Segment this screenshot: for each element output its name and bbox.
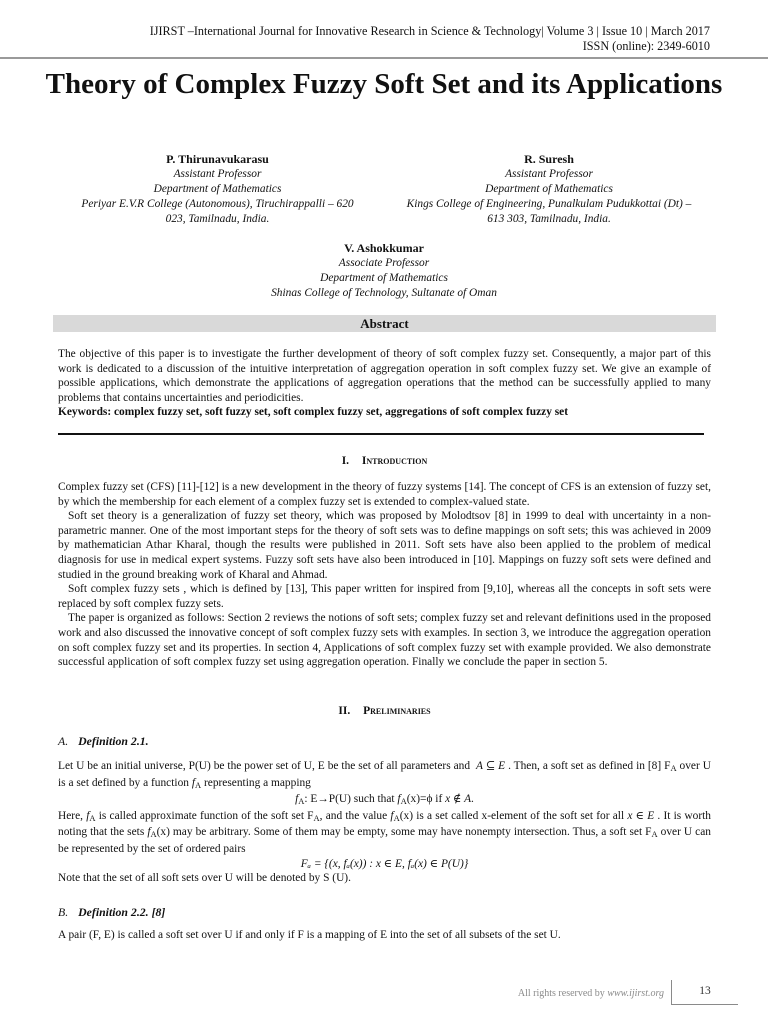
journal-header [150,24,710,53]
header-rule [0,57,768,59]
footer-rights: All rights reserved by www.ijirst.org [517,988,664,999]
author-dept: Department of Mathematics [485,183,613,195]
subsection-heading-def22 [58,905,165,919]
subsection-title: Definition 2.1. [78,734,149,748]
section-title: Introduction [361,455,428,467]
keywords-line: Keywords: complex fuzzy set, soft fuzzy set, soft complex fuzzy set, aggregations of soft complex fuzzy set [58,406,569,419]
author-dept: Department of Mathematics [320,272,448,284]
mapping-formula: $f_A$: E→P(U) such that $f_A(x)=\phi$ if x ∉ A. [295,793,474,807]
author-affiliation: Kings College of Engineering, Punalkulam Pudukkottai (Dt) – [406,198,692,210]
subsection-heading-def21 [58,734,149,748]
author-role: Assistant Professor [173,168,262,180]
author-affiliation-cont: 613 303, Tamilnadu, India. [487,213,611,225]
author-dept: Department of Mathematics [153,183,282,195]
abstract-body [58,347,711,420]
journal-citation: IJIRST –International Journal for Innovative Research in Science & Technology| Volume 3 | Issue 10 | March 2017 [149,24,710,38]
intro-paragraph-2: Soft set theory is a generalization of fuzzy set theory, which was proposed by Molodtsov [8] in 1999 to deal with uncertainty in a non-parametric manner. One of the most important steps for the theory of soft sets was to define mappings on soft sets; this was achieved in 2009 by mathematician Athar Kharal, though the results were published in 2011. Soft sets have also been applied to the problem of medical diagnosis for use in medical expert systems. Fuzzy soft sets have also been introduced in [10]. Mappings on fuzzy soft sets were defined and studied in the ground breaking work of Kharal and Ahmad. [58,510,711,581]
issn-line: ISSN (online): 2349-6010 [582,38,710,53]
page-number: 13 [671,980,738,1005]
subsection-letter: A. [58,734,69,748]
author-affiliation: Periyar E.V.R College (Autonomous), Tiruchirappalli – 620 [81,198,354,210]
author-affiliation: Shinas College of Technology, Sultanate of Oman [271,287,497,299]
author-name: P. Thirunavukarasu [166,152,269,166]
definition-2-1-body [58,759,711,886]
abstract-divider [58,433,704,435]
definition-2-2-body [58,928,711,943]
abstract-heading: Abstract [53,315,716,332]
author-block-3 [234,241,534,301]
intro-paragraph-4: The paper is organized as follows: Section 2 reviews the notions of soft sets; complex fuzzy set and relevant definitions used in the proposed work and also discussed the innovative concept of soft complex fuzzy sets with examples. In section 3, we introduce the aggregation operation on soft complex fuzzy set and its properties. In section 4, Applications of soft complex fuzzy set with example provided. We also demonstrate successful application of soft complex fuzzy set using aggregation operation. Finally we conclude the paper in section 5. [58,612,711,669]
introduction-body [58,480,711,670]
section-number: II. [338,705,351,717]
author-role: Assistant Professor [505,168,593,180]
def22-paragraph: A pair (F, E) is called a soft set over U if and only if F is a mapping of E into the set of all subsets of the set U. [58,929,561,941]
footer-url[interactable]: www.ijirst.org [607,988,664,999]
section-heading-introduction [58,454,711,468]
author-block-2 [386,152,712,227]
intro-paragraph-3: Soft complex fuzzy sets , which is defined by [13], This paper written for inspired from [9,10], whereas all the concepts in soft sets were replaced by soft complex fuzzy sets. [58,583,711,610]
subsection-title: Definition 2.2. [8] [78,905,166,919]
math-expression: A ⊆ E [475,760,506,772]
author-block-1 [60,152,375,227]
section-number: I. [341,455,350,467]
section-heading-preliminaries [58,704,711,718]
author-name: V. Ashokkumar [344,241,424,255]
section-title: Preliminaries [363,705,431,717]
subsection-letter: B. [58,905,69,919]
soft-set-formula: Fₐ = {(x, fₐ(x)) : x ∈ E, fₐ(x) ∈ P(U)} [300,857,469,870]
intro-paragraph-1: Complex fuzzy set (CFS) [11]-[12] is a new development in the theory of fuzzy systems [14]. The concept of CFS is an extension of fuzzy set, by which the membership for each element of a complex fuzzy set is extended to complex-valued state. [58,481,711,508]
def21-paragraph-2: Here, $f_A$ is called approximate function of the soft set $F_A$, and the value $f_A(x)$ is a set called x-element of the soft set for all x ∈ E . It is worth noting that the sets $f_A(x)$ may be arbitrary. Some of them may be empty, some may have nonempty intersection. Thus, a soft set $F_A$ over U can be represented by the set of ordered pairs [58,809,711,855]
abstract-paragraph: The objective of this paper is to investigate the further development of theory of soft complex fuzzy set. Consequently, a major part of this work is dedicated to a discussion of the intuitive interpretation of aggregation operation in soft complex fuzzy set. We give an example of possible applications, which demonstrate the applications of aggregation operations that the method can be successfully applied to many problems that contains uncertainties and periodicities. [58,348,711,404]
def21-note: Note that the set of all soft sets over U will be denoted by S (U). [58,872,351,885]
paper-title: Theory of Complex Fuzzy Soft Set and its Applications [45,68,723,100]
def21-line: Let U be an initial universe, P(U) be the power set of U, E be the set of all parameters and A ⊆ E . Then, a soft set as defined in [8] $F_A$ over U is a set defined by a function $f_A$ representing a mapping [58,760,711,790]
author-affiliation-cont: 023, Tamilnadu, India. [165,213,270,225]
author-name: R. Suresh [524,152,574,166]
author-role: Associate Professor [338,257,430,269]
